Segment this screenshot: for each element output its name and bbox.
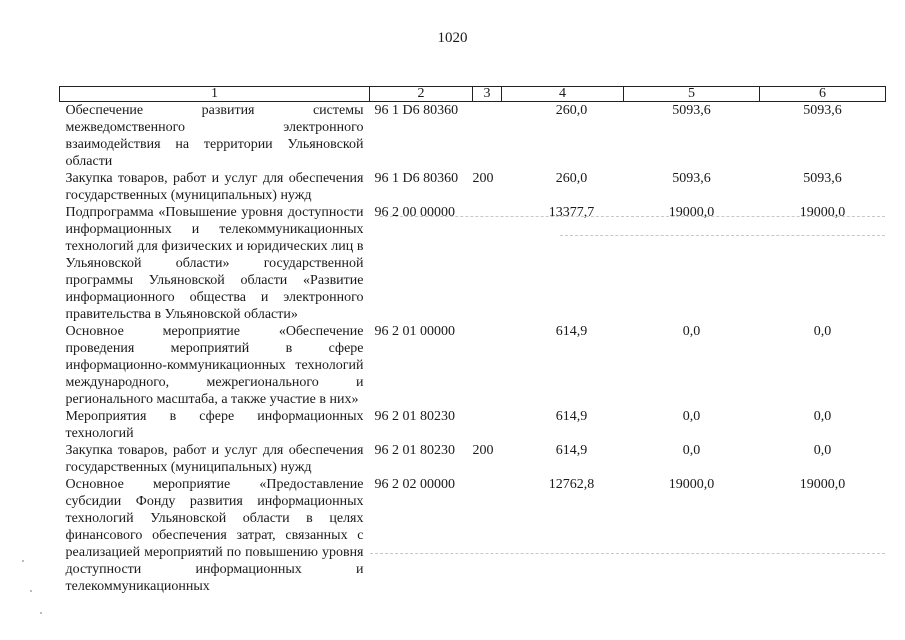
row-value-col4: 12762,8 [548, 477, 595, 492]
row-code-cell: 96 1 D6 80360 [374, 171, 459, 186]
row-code-cell: 96 2 01 80230 [374, 409, 455, 424]
row-code-cell: 96 2 02 00000 [374, 477, 455, 492]
row-name-cell: Закупка товаров, работ и услуг для обеспечения государственных (муниципальных) нужд [65, 171, 364, 203]
row-type-cell: 200 [472, 443, 494, 458]
column-header: 4 [502, 87, 624, 102]
table-row [60, 170, 886, 204]
row-value-col6: 5093,6 [803, 171, 842, 186]
table-row [60, 204, 886, 323]
row-name-cell: Обеспечение развития системы межведомственного электронного взаимодействия на территории Ульяновской области [65, 103, 364, 169]
row-value-col6: 19000,0 [799, 205, 846, 220]
table-row [60, 442, 886, 476]
row-value-col6: 5093,6 [803, 103, 842, 118]
row-value-col5: 0,0 [682, 324, 701, 339]
row-value-col4: 614,9 [555, 443, 588, 458]
row-type-cell [473, 323, 502, 408]
row-value-col6: 0,0 [813, 443, 832, 458]
row-value-col4: 614,9 [555, 324, 588, 339]
row-value-col4: 13377,7 [548, 205, 595, 220]
row-name-cell: Основное мероприятие «Предоставление субсидии Фонду развития информационных технологий Ульяновской области в целях финансового обеспечения затрат, связанных с реализацией мероприятий по повышению уровня доступности информационных и телекоммуникационных [65, 477, 364, 594]
row-code-cell: 96 1 D6 80360 [374, 103, 459, 118]
scan-artifact-line [560, 235, 885, 236]
row-name-cell: Основное мероприятие «Обеспечение проведения мероприятий в сфере информационно-коммуникационных технологий международного, межрегионального и регионального масштаба, а также участие в них» [65, 324, 364, 407]
table-header [60, 87, 886, 102]
budget-table [59, 86, 886, 595]
scan-artifact-dot [22, 560, 24, 562]
row-code-cell: 96 2 00 00000 [374, 205, 455, 220]
row-value-col5: 0,0 [682, 409, 701, 424]
table-row [60, 408, 886, 442]
row-type-cell [473, 204, 502, 323]
table-row [60, 102, 886, 171]
row-value-col5: 19000,0 [668, 205, 715, 220]
row-value-col5: 5093,6 [672, 103, 711, 118]
row-code-cell: 96 2 01 80230 [374, 443, 455, 458]
row-type-cell [473, 102, 502, 171]
row-value-col5: 0,0 [682, 443, 701, 458]
column-header: 2 [370, 87, 473, 102]
column-header: 3 [473, 87, 502, 102]
column-header: 1 [60, 87, 370, 102]
row-name-cell: Закупка товаров, работ и услуг для обеспечения государственных (муниципальных) нужд [65, 443, 364, 475]
row-name-cell: Подпрограмма «Повышение уровня доступности информационных и телекоммуникационных технологий для физических и юридических лиц в Ульяновской области» государственной программы Ульяновской области «Развитие информационного общества и электронного правительства в Ульяновской области» [65, 205, 364, 322]
table-body [60, 102, 886, 596]
row-value-col6: 0,0 [813, 324, 832, 339]
scan-artifact-line [380, 216, 885, 217]
row-value-col6: 19000,0 [799, 477, 846, 492]
scan-artifact-dot [40, 612, 42, 614]
page-number: 1020 [437, 30, 468, 46]
column-header: 5 [624, 87, 760, 102]
row-code-cell: 96 2 01 00000 [374, 324, 455, 339]
table-row [60, 323, 886, 408]
row-value-col4: 260,0 [555, 103, 588, 118]
scan-artifact-dot [30, 590, 32, 592]
row-name-cell: Мероприятия в сфере информационных технологий [65, 409, 364, 441]
row-value-col4: 614,9 [555, 409, 588, 424]
table-row [60, 476, 886, 595]
row-type-cell: 200 [472, 171, 494, 186]
row-value-col5: 5093,6 [672, 171, 711, 186]
row-value-col6: 0,0 [813, 409, 832, 424]
row-type-cell [473, 476, 502, 595]
row-type-cell [473, 408, 502, 442]
scan-artifact-line [370, 553, 885, 554]
column-header: 6 [760, 87, 886, 102]
row-value-col4: 260,0 [555, 171, 588, 186]
row-value-col5: 19000,0 [668, 477, 715, 492]
